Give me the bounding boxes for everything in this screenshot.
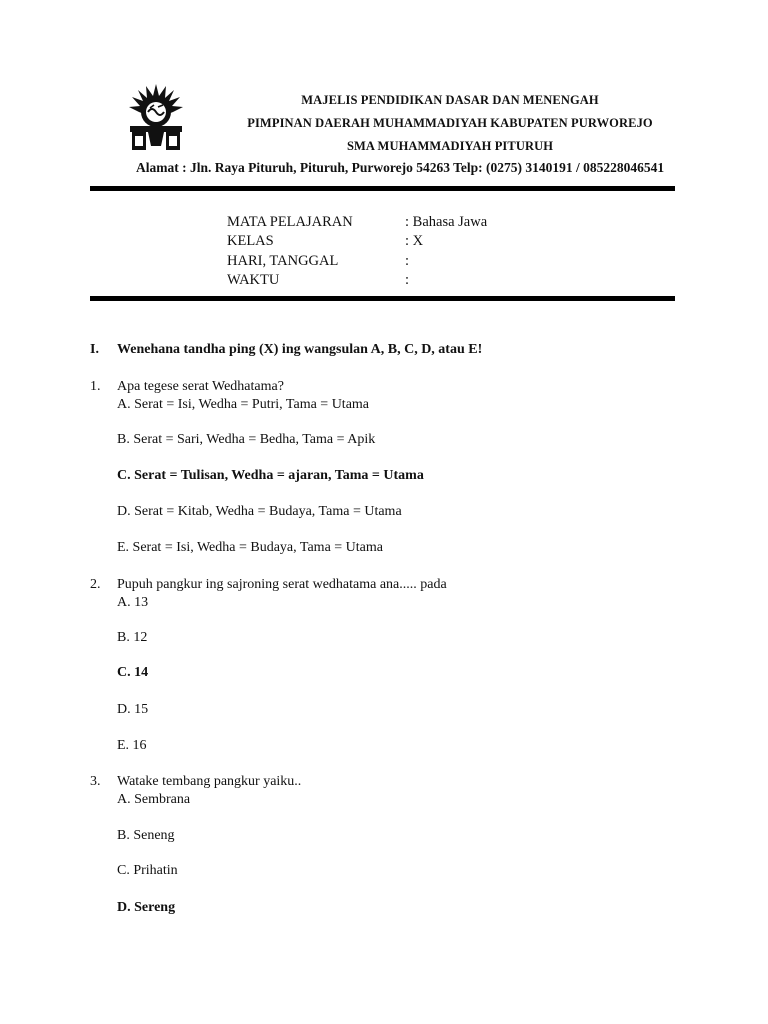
question-2-option-d[interactable]: D. 15 [117, 702, 149, 717]
section-number: I. [90, 342, 99, 357]
section-instruction-text: Wenehana tandha ping (X) ing wangsulan A, B, C, D, atau E! [117, 342, 483, 357]
question-2-option-c[interactable]: C. 14 [117, 665, 149, 680]
question-2-option-a[interactable]: A. 13 [117, 595, 149, 610]
question-3-option-d[interactable]: D. Sereng [117, 900, 176, 915]
question-1-text: Apa tegese serat Wedhatama? [117, 379, 284, 394]
institution-line-2: PIMPINAN DAERAH MUHAMMADIYAH KABUPATEN PURWOREJO [247, 116, 653, 130]
question-1-option-a[interactable]: A. Serat = Isi, Wedha = Putri, Tama = Utama [117, 397, 370, 412]
subject-label: MATA PELAJARAN [227, 214, 353, 230]
muhammadiyah-logo-icon [128, 82, 184, 152]
question-3-option-a[interactable]: A. Sembrana [117, 792, 191, 807]
question-2-text: Pupuh pangkur ing sajroning serat wedhatama ana..... pada [117, 577, 447, 592]
class-value: : X [405, 233, 424, 249]
question-3-number: 3. [90, 774, 101, 789]
question-2-number: 2. [90, 577, 101, 592]
question-3-text: Watake tembang pangkur yaiku.. [117, 774, 302, 789]
question-1-number: 1. [90, 379, 101, 394]
school-address: Alamat : Jln. Raya Pituruh, Pituruh, Purworejo 54263 Telp: (0275) 3140191 / 085228046541 [136, 160, 665, 175]
meta-divider [90, 296, 675, 301]
time-value: : [405, 272, 410, 288]
time-label: WAKTU [227, 272, 280, 288]
question-1-option-d[interactable]: D. Serat = Kitab, Wedha = Budaya, Tama = Utama [117, 504, 402, 519]
subject-value: : Bahasa Jawa [405, 214, 488, 230]
question-2-option-b[interactable]: B. 12 [117, 630, 148, 645]
school-name: SMA MUHAMMADIYAH PITURUH [346, 139, 554, 153]
question-1-option-e[interactable]: E. Serat = Isi, Wedha = Budaya, Tama = Utama [117, 540, 383, 555]
institution-line-1: MAJELIS PENDIDIKAN DASAR DAN MENENGAH [301, 93, 599, 107]
class-label: KELAS [227, 233, 274, 249]
date-label: HARI, TANGGAL [227, 253, 339, 269]
question-1-option-b[interactable]: B. Serat = Sari, Wedha = Bedha, Tama = Apik [117, 432, 376, 447]
header-divider [90, 186, 675, 191]
question-3-option-b[interactable]: B. Seneng [117, 828, 175, 843]
section-instruction [90, 342, 482, 358]
question-1-option-c[interactable]: C. Serat = Tulisan, Wedha = ajaran, Tama = Utama [117, 468, 424, 483]
date-value: : [405, 253, 410, 269]
question-3-option-c[interactable]: C. Prihatin [117, 863, 178, 878]
question-2-option-e[interactable]: E. 16 [117, 738, 147, 753]
